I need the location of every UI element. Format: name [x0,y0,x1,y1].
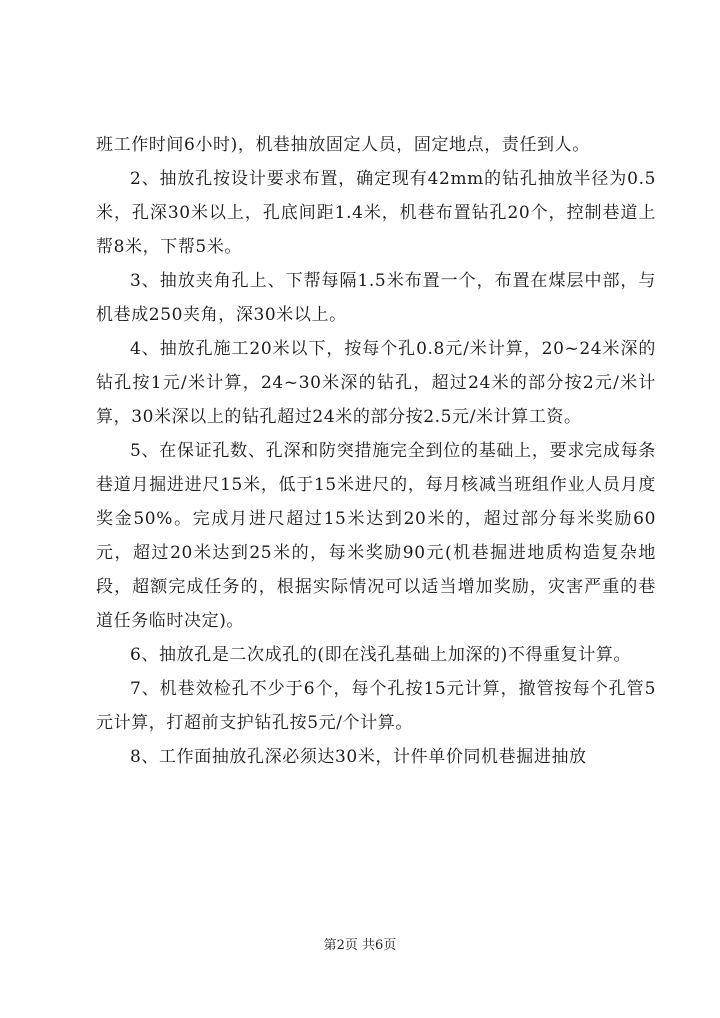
page-footer [0,936,720,956]
page-number-label: 第2页 共6页 [323,938,397,953]
paragraph-item-6: 6、抽放孔是二次成孔的(即在浅孔基础上加深的)不得重复计算。 [130,645,632,665]
paragraph-item-8: 8、工作面抽放孔深必须达30米，计件单价同机巷掘进抽放 [130,747,587,767]
paragraph-item-4: 4、抽放孔施工20米以下，按每个孔0.8元/米计算，20~24米深的钻孔按1元/米计算，24~30米深的钻孔，超过24米的部分按2元/米计算，30米深以上的钻孔超过24米的部分按2.5元/米计算工资。 [96,339,656,427]
paragraph-continuation: 班工作时间6小时)，机巷抽放固定人员，固定地点，责任到人。 [96,135,590,155]
document-body [96,128,656,774]
paragraph-item-2: 2、抽放孔按设计要求布置，确定现有42mm的钻孔抽放半径为0.5米，孔深30米以上，孔底间距1.4米，机巷布置钻孔20个，控制巷道上帮8米，下帮5米。 [96,169,656,257]
paragraph-item-5: 5、在保证孔数、孔深和防突措施完全到位的基础上，要求完成每条巷道月掘进进尺15米，低于15米进尺的，每月核减当班组作业人员月度奖金50%。完成月进尺超过15米达到20米的，超过部分每米奖励60元，超过20米达到25米的，每米奖励90元(机巷掘进地质构造复杂地段，超额完成任务的，根据实际情况可以适当增加奖励，灾害严重的巷道任务临时决定)。 [96,441,656,631]
paragraph-item-7: 7、机巷效检孔不少于6个，每个孔按15元计算，撤管按每个孔管5元计算，打超前支护钻孔按5元/个计算。 [96,679,656,733]
paragraph-item-3: 3、抽放夹角孔上、下帮每隔1.5米布置一个，布置在煤层中部，与机巷成250夹角，深30米以上。 [96,271,656,325]
